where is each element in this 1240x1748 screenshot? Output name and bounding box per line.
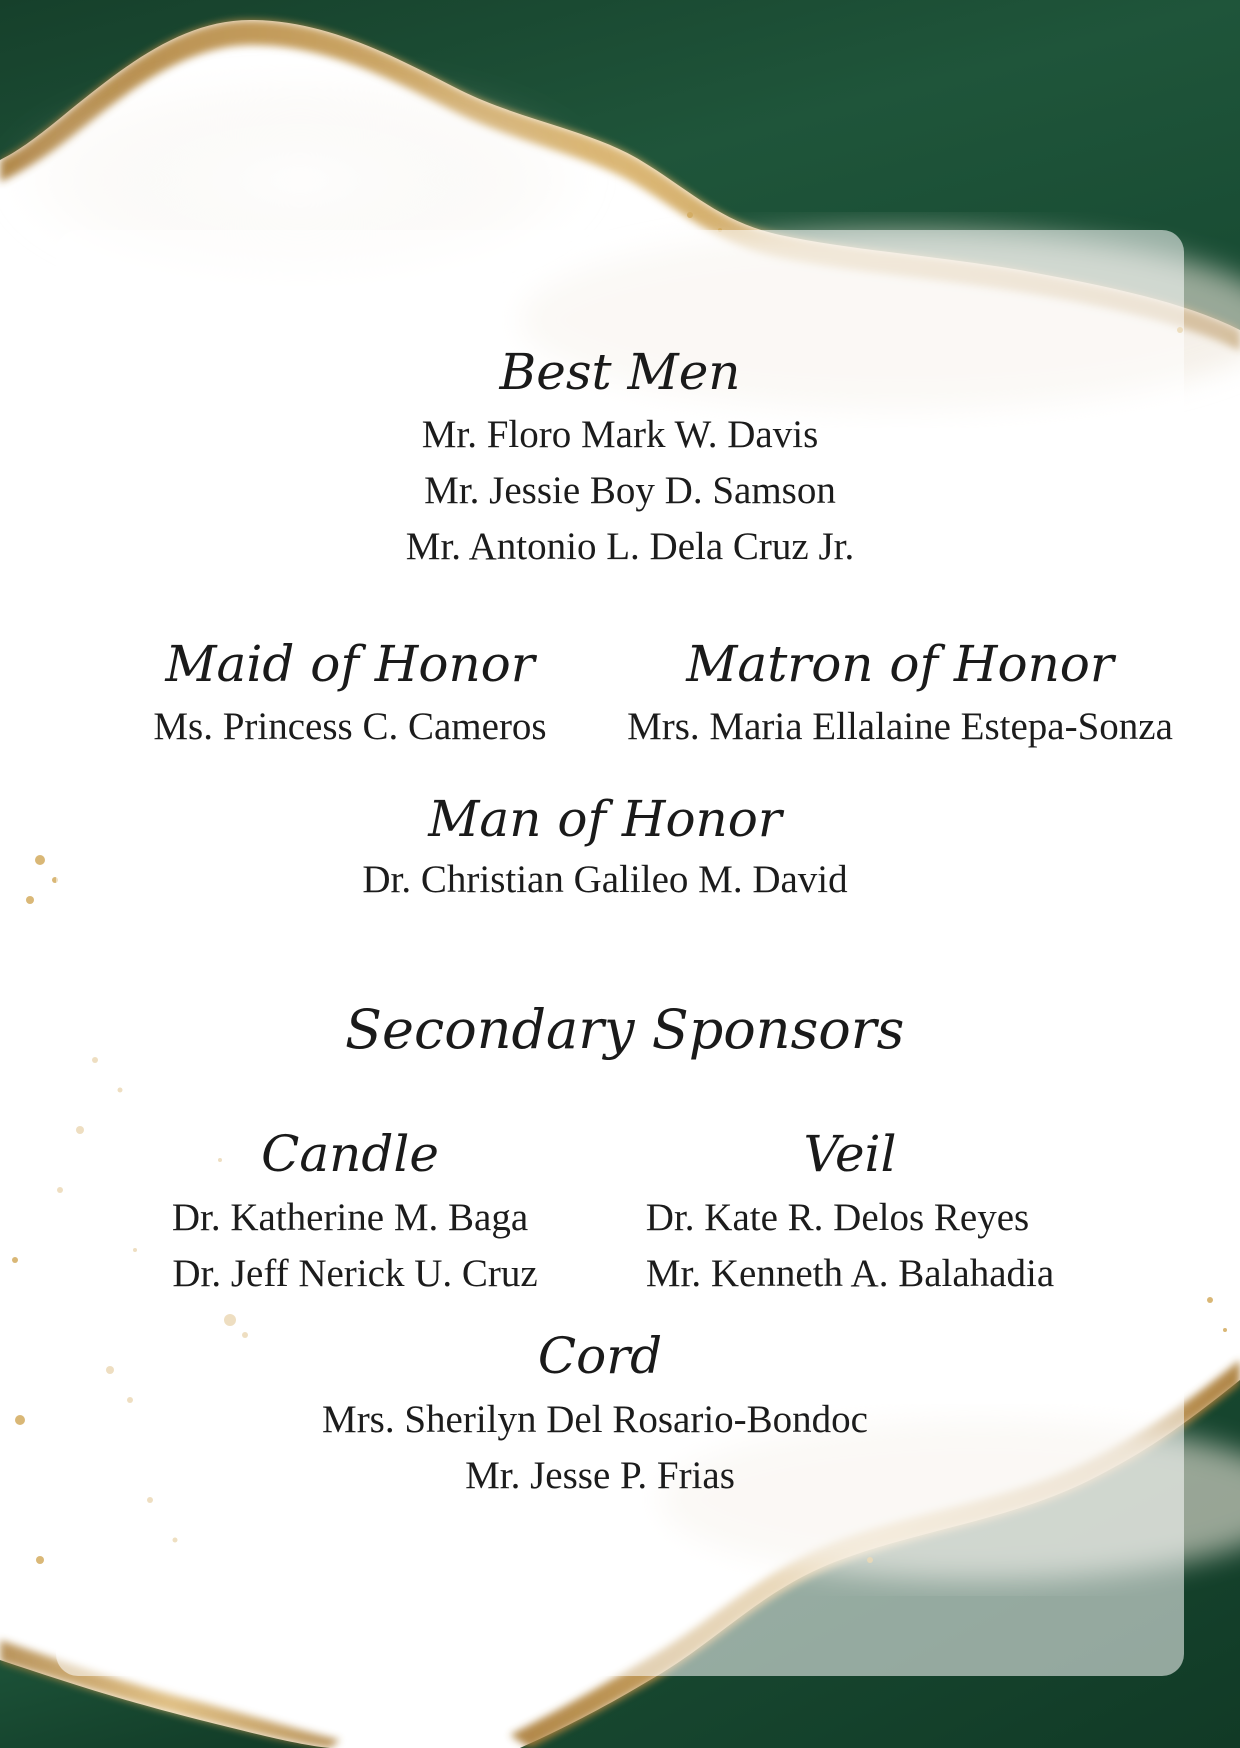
- secondary-sponsors-heading: Secondary Sponsors: [345, 998, 905, 1061]
- best-man-name: Mr. Jessie Boy D. Samson: [424, 469, 836, 512]
- veil-sponsor-name: Dr. Kate R. Delos Reyes: [645, 1196, 1030, 1239]
- veil-heading: Veil: [803, 1125, 897, 1183]
- cord-sponsor-name: Mrs. Sherilyn Del Rosario-Bondoc: [322, 1398, 868, 1441]
- best-man-name: Mr. Floro Mark W. Davis: [421, 413, 819, 456]
- best-men-heading: Best Men: [499, 343, 741, 401]
- veil-sponsor-name: Mr. Kenneth A. Balahadia: [645, 1252, 1055, 1295]
- maid-of-honor-name: Ms. Princess C. Cameros: [153, 705, 547, 748]
- matron-of-honor-name: Mrs. Maria Ellalaine Estepa-Sonza: [627, 705, 1173, 748]
- candle-heading: Candle: [261, 1125, 439, 1183]
- man-of-honor-name: Dr. Christian Galileo M. David: [362, 858, 848, 901]
- candle-sponsor-name: Dr. Jeff Nerick U. Cruz: [172, 1252, 538, 1295]
- best-man-name: Mr. Antonio L. Dela Cruz Jr.: [405, 525, 855, 568]
- candle-sponsor-name: Dr. Katherine M. Baga: [171, 1196, 529, 1239]
- matron-of-honor-heading: Matron of Honor: [686, 635, 1114, 693]
- man-of-honor-heading: Man of Honor: [428, 790, 782, 848]
- cord-heading: Cord: [537, 1327, 663, 1385]
- cord-sponsor-name: Mr. Jesse P. Frias: [465, 1454, 735, 1497]
- maid-of-honor-heading: Maid of Honor: [165, 635, 535, 693]
